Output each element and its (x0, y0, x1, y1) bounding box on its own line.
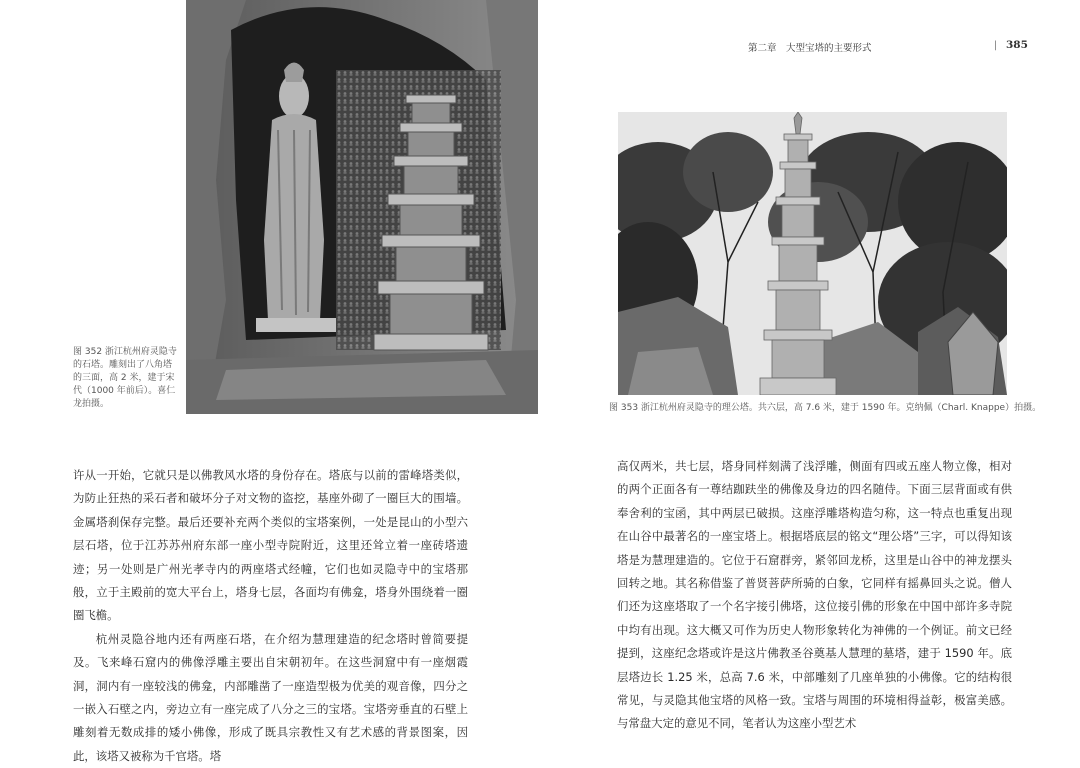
figure-352-photo (186, 0, 538, 414)
body-text-left (73, 464, 468, 768)
paragraph: 许从一开始，它就只是以佛教风水塔的身份存在。塔底与以前的雷峰塔类似，为防止狂热的采石者和破坏分子对文物的盗挖，基座外砌了一圈巨大的围墙。金属塔刹保存完整。最后还要补充两个类似的宝塔案例，一处是昆山的小型六层石塔，位于江苏苏州府东部一座小型寺院附近，这里还耸立着一座砖塔遗迹；另一处则是广州光孝寺内的两座塔式经幢，它们也如灵隐寺中的宝塔那般，立于主殿前的宽大平台上，塔身七层，各面均有佛龛，塔身外围绕着一圈圈飞檐。 (73, 468, 468, 623)
figure-353-photo (618, 112, 1007, 395)
page-number: 385 (1006, 39, 1028, 51)
figure-353-caption: 图 353 浙江杭州府灵隐寺的理公塔。共六层，高 7.6 米，建于 1590 年。克纳佩（Charl. Knappe）拍摄。 (609, 403, 1042, 413)
chapter-title: 第二章 大型宝塔的主要形式 (748, 43, 872, 54)
body-text-right (617, 455, 1012, 736)
header-separator: | (994, 40, 998, 51)
figure-353-image (618, 112, 1007, 395)
paragraph: 杭州灵隐谷地内还有两座石塔，在介绍为慧理建造的纪念塔时曾简要提及。飞来峰石窟内的佛像浮雕主要出自宋朝初年。在这些洞窟中有一座烟霞洞，洞内有一座较浅的佛龛，内部雕凿了一座造型极为优美的观音像，四分之一嵌入石壁之内，旁边立有一座完成了八分之三的宝塔。宝塔旁垂直的石壁上雕刻着无数成排的矮小佛像，形成了既具宗教性又有艺术感的背景图案，因此，该塔又被称为千官塔。塔 (73, 631, 468, 763)
paragraph: 高仅两米，共七层，塔身同样刻满了浅浮雕，侧面有四或五座人物立像，相对的两个正面各有一尊结跏趺坐的佛像及身边的四名随侍。下面三层背面或有供奉舍利的宝函，其中两层已破损。这座浮雕塔构造匀称，这一特点也重复出现在山谷中最著名的一座宝塔上。根据塔底层的铭文“理公塔”三字，可以得知该塔是为慧理建造的。它位于石窟群旁，紧邻回龙桥，这里是山谷中的神龙摆头回转之地。其名称借鉴了普贤菩萨所骑的白象，它同样有摇鼻回头之说。僧人们还为这座塔取了一个名字接引佛塔，这位接引佛的形象在中国中部许多寺院中均有出现。这大概又可作为历史人物形象转化为神佛的一个例证。前文已经提到，这座纪念塔或许是这片佛教圣谷奠基人慧理的墓塔，建于 1590 年。底层塔边长 1.25 米，总高 7.6 米，中部雕刻了几座单独的小佛像。它的结构很常见，与灵隐其他宝塔的风格一致。宝塔与周围的环境相得益彰，极富美感。与常盘大定的意见不同，笔者认为这座小型艺术 (617, 459, 1012, 731)
figure-352-caption: 图 352 浙江杭州府灵隐寺的石塔。雕刻出了八角塔的三面，高 2 米，建于宋代（1000 年前后）。喜仁龙拍摄。 (73, 347, 177, 409)
figure-352-image (186, 0, 538, 414)
